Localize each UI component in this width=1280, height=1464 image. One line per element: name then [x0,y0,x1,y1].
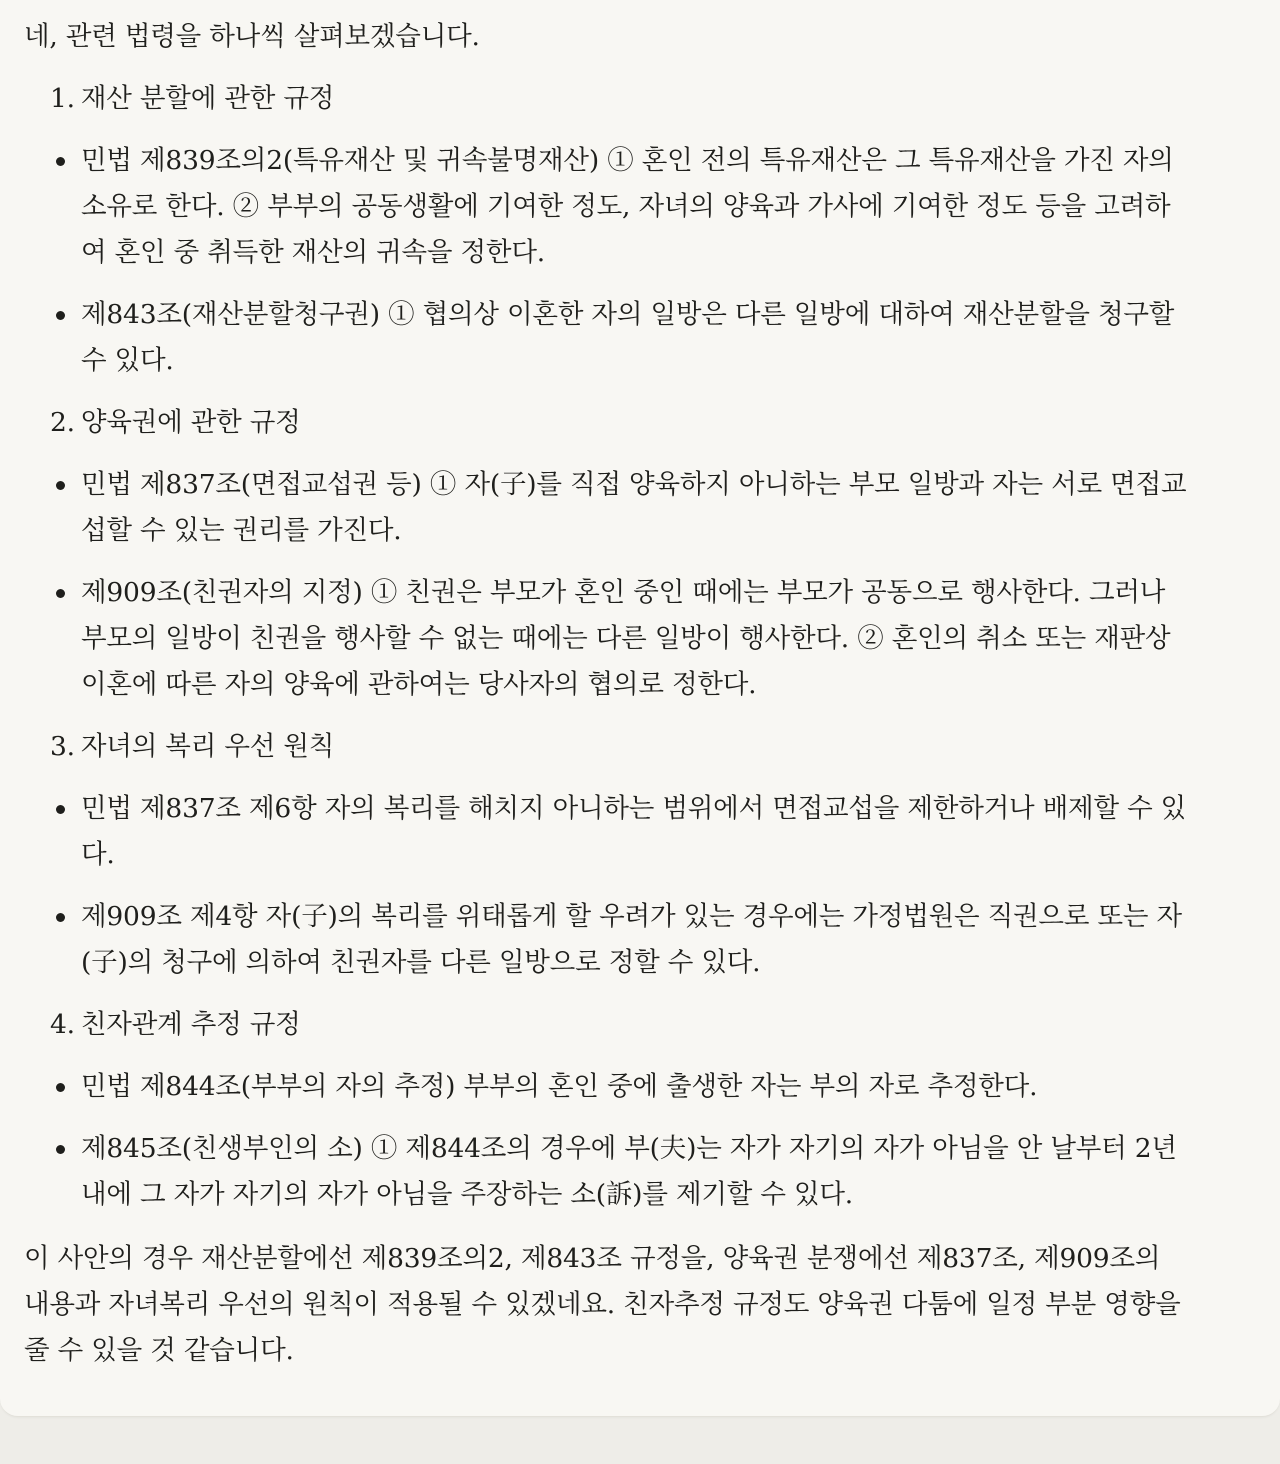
list-item-text: 제845조(친생부인의 소) ① 제844조의 경우에 부(夫)는 자가 자기의 자가 아님을 안 날부터 2년 내에 그 자가 자기의 자가 아님을 주장하는 소(訴)를 제기할 수 있다. [81,1133,1177,1210]
list-item [24,1064,1190,1110]
conclusion-text: 이 사안의 경우 재산분할에선 제839조의2, 제843조 규정을, 양육권 분쟁에선 제837조, 제909조의 내용과 자녀복리 우선의 원칙이 적용될 수 있겠네요. 친자추정 규정도 양육권 다툼에 일정 부분 영향을 줄 수 있을 것 같습니다. [24,1243,1181,1366]
bullet-list [24,786,1190,986]
list-item [24,786,1190,878]
bullet-icon [56,805,65,814]
bullet-icon [56,913,65,922]
bullet-icon [56,1083,65,1092]
list-item-text: 제843조(재산분할청구권) ① 협의상 이혼한 자의 일방은 다른 일방에 대하여 재산분할을 청구할 수 있다. [81,299,1175,376]
bullet-icon [56,1145,65,1154]
section-heading [24,76,1190,122]
section-number: 1. [50,83,75,114]
list-item [24,292,1190,384]
section-heading-text: 재산 분할에 관한 규정 [80,83,335,114]
section-number: 2. [50,407,75,438]
section-heading [24,724,1190,770]
list-item-text: 민법 제837조 제6항 자의 복리를 해치지 아니하는 범위에서 면접교섭을 제한하거나 배제할 수 있다. [81,793,1187,870]
bullet-list [24,1064,1190,1218]
list-item-text: 민법 제844조(부부의 자의 추정) 부부의 혼인 중에 출생한 자는 부의 자로 추정한다. [81,1071,1038,1102]
section-heading-text: 자녀의 복리 우선 원칙 [80,731,335,762]
list-item-text: 제909조(친권자의 지정) ① 친권은 부모가 혼인 중인 때에는 부모가 공동으로 행사한다. 그러나 부모의 일방이 친권을 행사할 수 없는 때에는 다른 일방이 행사한다. ② 혼인의 취소 또는 재판상 이혼에 따른 자의 양육에 관하여는 당사자의 협의로 정한다. [81,577,1171,700]
bullet-list [24,462,1190,708]
list-item-text: 민법 제839조의2(특유재산 및 귀속불명재산) ① 혼인 전의 특유재산은 그 특유재산을 가진 자의 소유로 한다. ② 부부의 공동생활에 기여한 정도, 자녀의 양육과 가사에 기여한 정도 등을 고려하여 혼인 중 취득한 재산의 귀속을 정한다. [81,145,1174,268]
bullet-icon [56,157,65,166]
bullet-icon [56,481,65,490]
section-number: 4. [50,1009,75,1040]
section-number: 3. [50,731,75,762]
section-heading-text: 양육권에 관한 규정 [80,407,301,438]
list-item [24,1126,1190,1218]
section-heading-text: 친자관계 추정 규정 [80,1009,301,1040]
section-heading [24,400,1190,446]
bullet-icon [56,589,65,598]
list-item [24,894,1190,986]
intro-text: 네, 관련 법령을 하나씩 살펴보겠습니다. [24,21,480,52]
list-item-text: 민법 제837조(면접교섭권 등) ① 자(子)를 직접 양육하지 아니하는 부모 일방과 자는 서로 면접교섭할 수 있는 권리를 가진다. [81,469,1187,546]
section-heading [24,1002,1190,1048]
list-item-text: 제909조 제4항 자(子)의 복리를 위태롭게 할 우려가 있는 경우에는 가정법원은 직권으로 또는 자(子)의 청구에 의하여 친권자를 다른 일방으로 정할 수 있다. [81,901,1182,978]
list-item [24,462,1190,554]
list-item [24,138,1190,276]
bullet-list [24,138,1190,384]
bullet-icon [56,311,65,320]
list-item [24,570,1190,708]
